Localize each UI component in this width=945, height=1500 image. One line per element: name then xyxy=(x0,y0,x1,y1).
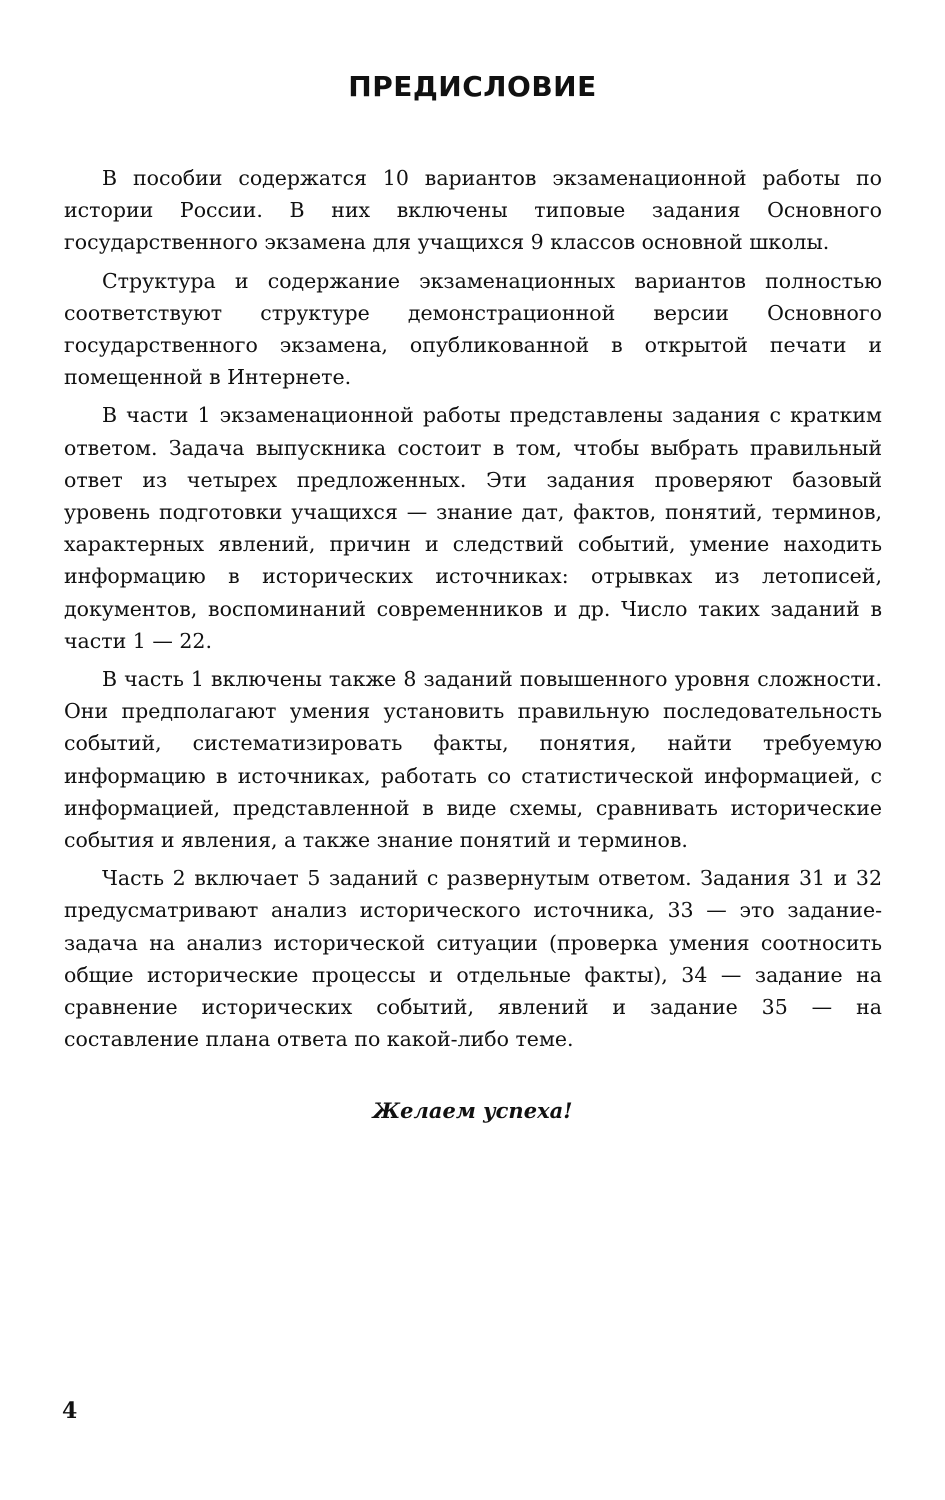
paragraph-3: В части 1 экзаменационной работы представлены задания с кратким ответом. Задача выпускника состоит в том, чтобы выбрать правильный ответ из четырех предложенных. Эти задания проверяют базовый уровень подготовки учащихся — знание дат, фактов, понятий, терминов, характерных явлений, причин и следствий событий, умение находить информацию в исторических источниках: отрывках из летописей, документов, воспоминаний современников и др. Число таких заданий в части 1 — 22. xyxy=(64,403,882,653)
page-number: 4 xyxy=(62,1398,78,1424)
paragraph-4: В часть 1 включены также 8 заданий повышенного уровня сложности. Они предполагают умения установить правильную последовательность событий, систематизировать факты, понятия, найти требуемую информацию в источниках, работать со статистической информацией, с информацией, представленной в виде схемы, сравнивать исторические события и явления, а также знание понятий и терминов. xyxy=(64,667,882,853)
paragraph-1: В пособии содержатся 10 вариантов экзаменационной работы по истории России. В них включены типовые задания Основного государственного экзамена для учащихся 9 классов основной школы. xyxy=(64,166,882,255)
page-title: ПРЕДИСЛОВИЕ xyxy=(348,70,597,103)
closing-wish: Желаем успеха! xyxy=(372,1098,573,1123)
preface-body xyxy=(64,162,882,1061)
paragraph-2: Структура и содержание экзаменационных вариантов полностью соответствуют структуре демонстрационной версии Основного государственного экзамена, опубликованной в открытой печати и помещенной в Интернете. xyxy=(64,268,882,390)
paragraph-5: Часть 2 включает 5 заданий с развернутым ответом. Задания 31 и 32 предусматривают анализ исторического источника, 33 — это задание-задача на анализ исторической ситуации (проверка умения соотносить общие исторические процессы и отдельные факты), 34 — задание на сравнение исторических событий, явлений и задание 35 — на составление плана ответа по какой-либо теме. xyxy=(64,866,882,1052)
